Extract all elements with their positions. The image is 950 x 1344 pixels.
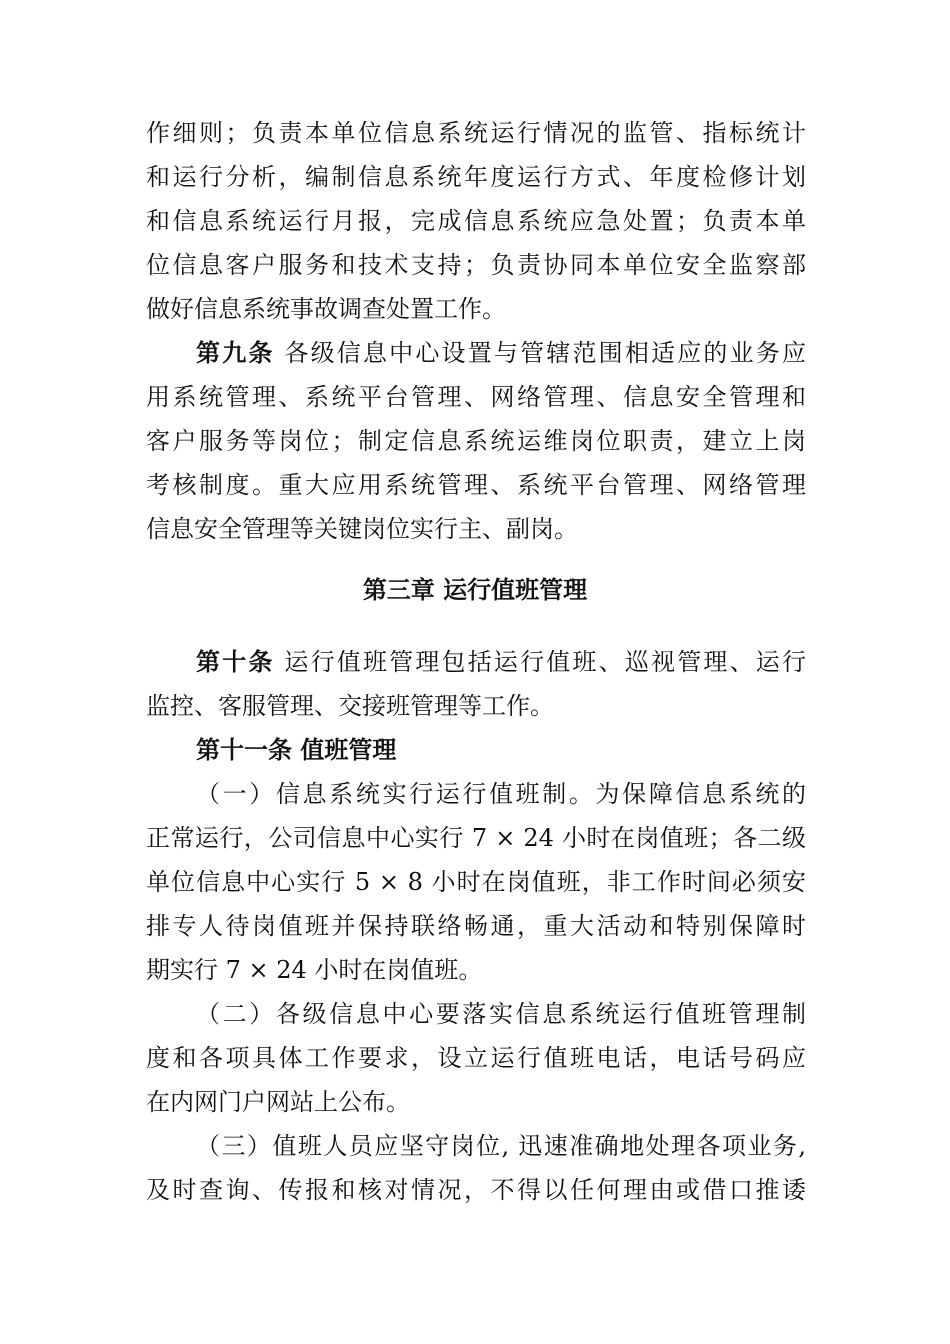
body-text-line: 和信息系统运行月报，完成信息系统应急处置；负责本单 [146, 207, 806, 235]
article-11-heading: 第十一条 值班管理 [196, 736, 397, 764]
item-1-first-line: （一）信息系统实行运行值班制。为保障信息系统的 [196, 780, 806, 808]
body-text-line: 作细则；负责本单位信息系统运行情况的监管、指标统计 [146, 119, 806, 147]
body-text-line: 做好信息系统事故调查处置工作。 [146, 295, 506, 323]
body-text-line: 单位信息中心实行 5 × 8 小时在岗值班，非工作时间必须安 [146, 868, 806, 896]
chapter-heading: 第三章 运行值班管理 [362, 576, 588, 604]
body-text-line: 客户服务等岗位；制定信息系统运维岗位职责，建立上岗 [146, 427, 806, 455]
article-9-first-line [196, 333, 806, 373]
body-text-line: 监控、客服管理、交接班管理等工作。 [146, 692, 554, 720]
body-text-line: 用系统管理、系统平台管理、网络管理、信息安全管理和 [146, 383, 806, 411]
body-text-line: 及时查询、传报和核对情况，不得以任何理由或借口推诿 [146, 1176, 806, 1204]
body-text-line: 信息安全管理等关键岗位实行主、副岗。 [146, 515, 578, 543]
body-text-line: 位信息客户服务和技术支持；负责协同本单位安全监察部 [146, 251, 806, 279]
body-text-line: 考核制度。重大应用系统管理、系统平台管理、网络管理 [146, 471, 806, 499]
body-text-line: 期实行 7 × 24 小时在岗值班。 [146, 956, 483, 984]
body-text-line: 正常运行，公司信息中心实行 7 × 24 小时在岗值班；各二级 [146, 824, 806, 852]
item-3-first-line: （三）值班人员应坚守岗位, 迅速准确地处理各项业务, [196, 1132, 806, 1160]
article-9-label: 第九条 [196, 339, 275, 367]
body-text-line: 和运行分析，编制信息系统年度运行方式、年度检修计划 [146, 163, 806, 191]
article-9-text: 各级信息中心设置与管辖范围相适应的业务应 [274, 339, 806, 367]
item-2-first-line: （二）各级信息中心要落实信息系统运行值班管理制 [196, 1000, 806, 1028]
article-10-first-line [196, 642, 806, 682]
body-text-line: 度和各项具体工作要求，设立运行值班电话，电话号码应 [146, 1044, 806, 1072]
body-text-line: 排专人待岗值班并保持联络畅通，重大活动和特别保障时 [146, 912, 806, 940]
article-10-label: 第十条 [196, 648, 275, 676]
article-10-text: 运行值班管理包括运行值班、巡视管理、运行 [274, 648, 806, 676]
body-text-line: 在内网门户网站上公布。 [146, 1088, 410, 1116]
